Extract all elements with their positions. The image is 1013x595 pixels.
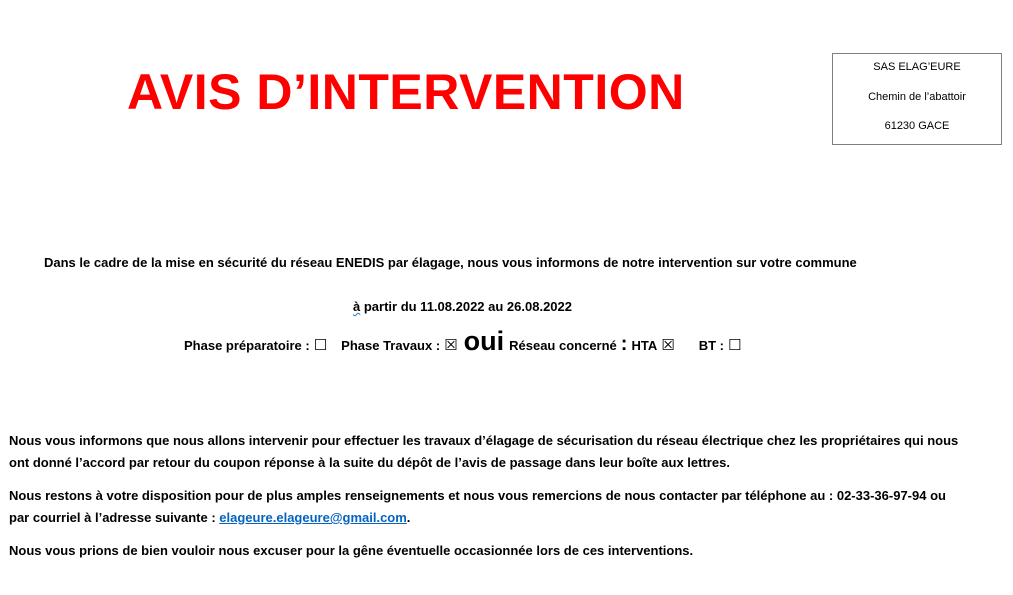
contact-prefix: par courriel à l’adresse suivante : <box>9 510 220 525</box>
company-city: 61230 GACE <box>884 120 950 132</box>
company-address-box <box>832 53 1002 145</box>
company-name: SAS ELAG’EURE <box>873 61 961 73</box>
paragraph-intervention-line2: ont donné l’accord par retour du coupon réponse à la suite du dépôt de l’avis de passage dans leur boîte aux lettres. <box>9 455 730 470</box>
paragraph-contact-line2 <box>9 507 959 529</box>
notice-title: AVIS D’INTERVENTION <box>127 64 685 120</box>
intro-text: Dans le cadre de la mise en sécurité du réseau ENEDIS par élagage, nous vous informons de notre intervention sur votre commune <box>44 255 857 270</box>
paragraph-intervention-line1: Nous vous informons que nous allons intervenir pour effectuer les travaux d’élagage de sécurisation du réseau électrique chez les propriétaires qui nous <box>9 433 959 448</box>
hta-label: HTA <box>631 338 658 353</box>
contact-suffix: . <box>406 510 411 525</box>
bt-checkbox[interactable]: ☐ <box>727 337 742 354</box>
paragraph-contact <box>9 485 959 529</box>
reseau-colon: : <box>620 333 628 355</box>
paragraph-apology: Nous vous prions de bien vouloir nous excuser pour la gêne éventuelle occasionnée lors de ces interventions. <box>9 543 694 558</box>
phase-travaux-label: Phase Travaux : <box>341 338 441 353</box>
paragraph-intervention <box>9 430 959 474</box>
phase-travaux-oui: oui <box>463 326 505 356</box>
phase-prep-checkbox[interactable]: ☐ <box>313 337 328 354</box>
intervention-dates <box>353 299 572 314</box>
phase-prep-label: Phase préparatoire : <box>184 338 310 353</box>
paragraph-contact-line1: Nous restons à votre disposition pour de plus amples renseignements et nous vous remercions de nous contacter par téléphone au : 02-33-36-97-94 ou <box>9 488 946 503</box>
reseau-label: Réseau concerné <box>509 338 617 353</box>
dates-first-char: à <box>353 299 361 314</box>
phase-row <box>184 326 741 360</box>
email-link[interactable]: elageure.elageure@gmail.com <box>219 510 407 525</box>
phase-travaux-checkbox[interactable]: ☒ <box>444 337 458 354</box>
bt-label: BT : <box>698 338 724 353</box>
company-street: Chemin de l’abattoir <box>868 91 966 103</box>
dates-rest: partir du 11.08.2022 au 26.08.2022 <box>360 299 572 314</box>
hta-checkbox[interactable]: ☒ <box>661 337 675 354</box>
